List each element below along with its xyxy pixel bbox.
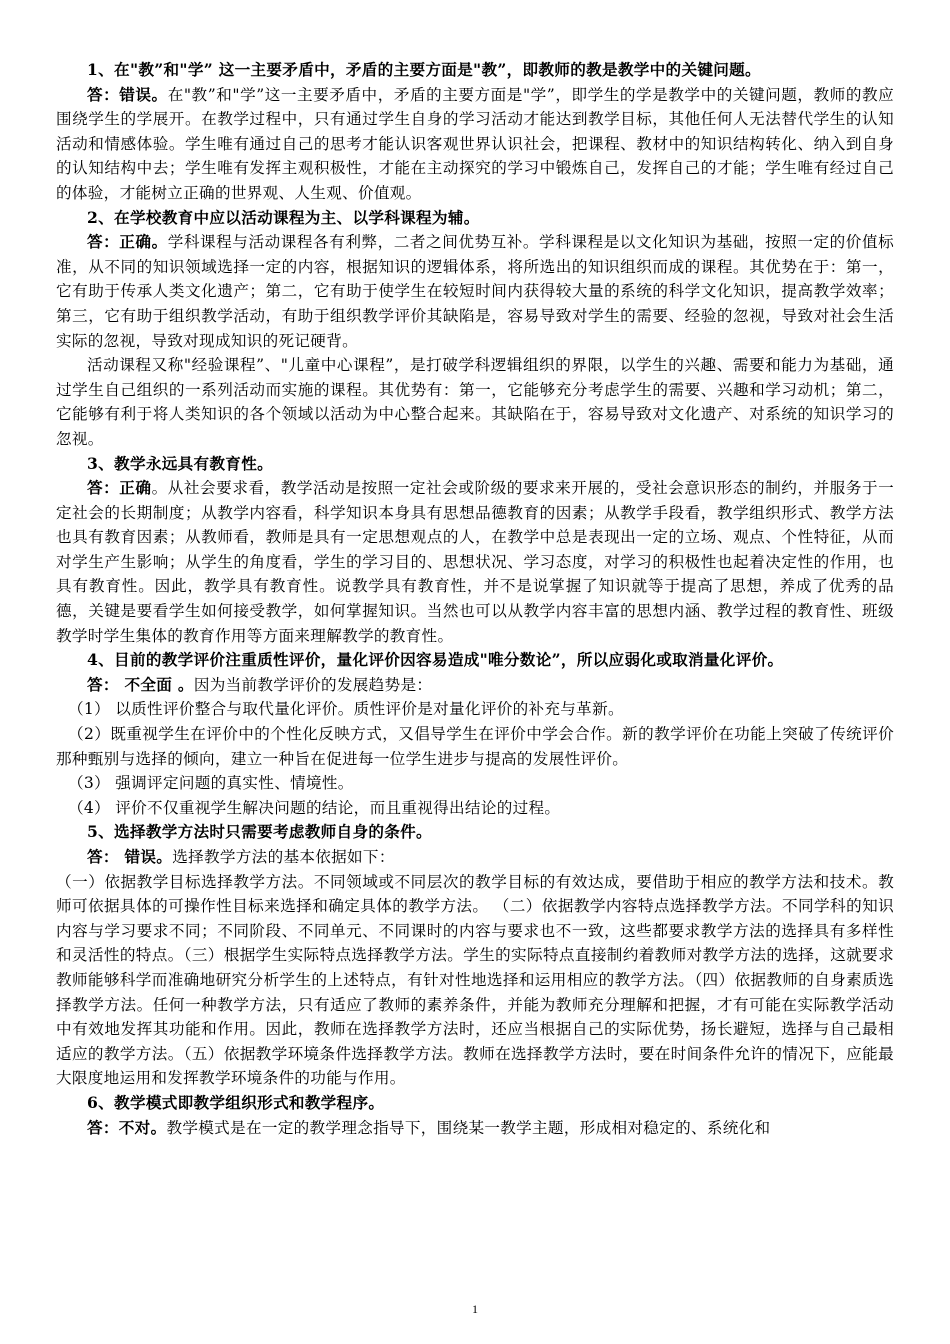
question-4: 4、目前的教学评价注重质性评价，量化评价因容易造成"唯分数论”，所以应弱化或取消量化评价。 (87, 650, 784, 670)
question-3: 3、教学永远具有教育性。 (87, 453, 273, 473)
answer-5-extra: （一）依据教学目标选择教学方法。不同领域或不同层次的教学目标的有效达成，要借助于相应的教学方法和技术。教师可依据具体的可操作性目标来选择和确定具体的教学方法。 （二）依据教学内容特点选择教学方法。不同学科的知识内容与学习要求不同；不同阶段、不同单元、不同课时的内容与要求也不一致，这些都要求教学方法的选择具有多样性和灵活性的特点。（三）根据学生实际特点选择教学方法。学生的实际特点直接制约着教师对教学方法的选择，这就要求教师能够科学而准确地研究分析学生的上述特点，有针对性地选择和运用相应的教学方法。（四）依据教师的自身素质选择教学方法。任何一种教学方法，只有适应了教师的素养条件，并能为教师充分理解和把握，才有可能在实际教学活动中有效地发挥其功能和作用。因此，教师在选择教学方法时，还应当根据自己的实际优势，扬长避短，选择与自己最相适应的教学方法。（五）依据教学环境条件选择教学方法。教师在选择教学方法时，要在时间条件允许的情况下，应能最大限度地运用和发挥教学环境条件的功能与作用。 (56, 872, 894, 1088)
answer-5-text: 选择教学方法的基本依据如下： (172, 848, 395, 866)
answer-2-text: 学科课程与活动课程各有利弊，二者之间优势互补。学科课程是以文化知识为基础，按照一定的价值标准，从不同的知识领域选择一定的内容，根据知识的逻辑体系，将所选出的知识组织而成的课程。其优势在于：第一，它有助于传承人类文化遗产；第二，它有助于使学生在较短时间内获得较大量的系统的科学文化知识，提高教学效率；第三，它有助于组织教学活动，有助于组织教学评价其缺陷是，容易导致对学生的需要、经验的忽视，导致对社会生活实际的忽视，导致对现成知识的死记硬背。 (56, 233, 894, 350)
answer-4-list-item: （3） 强调评定问题的真实性、情境性。 (68, 774, 354, 793)
answer-3 (56, 476, 894, 648)
answer-4 (56, 673, 894, 698)
answer-5-judgement: 答： 错误。 (87, 847, 173, 866)
answer-2-judgement: 答：正确。 (87, 232, 168, 252)
answer-4-list-item: （4） 评价不仅重视学生解决问题的结论，而且重视得出结论的过程。 (68, 798, 561, 817)
answer-1-text: 在"教”和"学”这一主要矛盾中，矛盾的主要方面是"学”，即学生的学是教学中的关键问题，教师的教应围绕学生的学展开。在教学过程中，只有通过学生自身的学习活动才能达到教学目标，其他任何人无法替代学生的认知活动和情感体验。学生唯有通过自己的思考才能认识客观世界认识社会，把课程、教材中的知识结构转化、纳入到自身的认知结构中去；学生唯有发挥主观积极性，才能在主动探究的学习中锻炼自己，发挥自己的才能；学生唯有经过自己的体验，才能树立正确的世界观、人生观、价值观。 (56, 85, 894, 202)
answer-1 (56, 83, 894, 206)
answer-2 (56, 230, 894, 353)
question-5: 5、选择教学方法时只需要考虑教师自身的条件。 (87, 822, 432, 842)
answer-6-text: 教学模式是在一定的教学理念指导下，围绕某一教学主题，形成相对稳定的、系统化和 (166, 1118, 771, 1137)
answer-6-judgement: 答：不对。 (87, 1117, 167, 1137)
question-2: 2、在学校教育中应以活动课程为主、以学科课程为辅。 (87, 207, 480, 227)
question-6: 6、教学模式即教学组织形式和教学程序。 (87, 1092, 385, 1112)
question-1: 1、在"教”和"学” 这一主要矛盾中，矛盾的主要方面是"教”，即教师的教是教学中的关键问题。 (87, 60, 761, 79)
answer-4-list-item: （2）既重视学生在评价中的个性化反映方式，又倡导学生在评价中学会合作。新的教学评价在功能上突破了传统评价那种甄别与选择的倾向，建立一种旨在促进每一位学生进步与提高的发展性评价。 (56, 725, 894, 768)
answer-1-judgement: 答：错误。 (87, 84, 168, 104)
answer-4-judgement: 答： 不全面 。 (87, 674, 194, 694)
answer-2-extra: 活动课程又称"经验课程”、"儿童中心课程”，是打破学科逻辑组织的界限，以学生的兴趣、需要和能力为基础，通过学生自己组织的一系列活动而实施的课程。其优势有：第一，它能够充分考虑学生的需要、兴趣和学习动机；第二，它能够有利于将人类知识的各个领域以活动为中心整合起来。其缺陷在于，容易导致对文化遗产、对系统的知识学习的忽视。 (56, 356, 894, 448)
answer-3-judgement: 答：正确 (87, 478, 152, 498)
answer-5 (56, 845, 894, 870)
document-body (56, 58, 894, 1140)
answer-3-text: 。从社会要求看，教学活动是按照一定社会或阶级的要求来开展的，受社会意识形态的制约，并服务于一定社会的长期制度；从教学内容看，科学知识本身具有思想品德教育的因素；从教学手段看，教学组织形式、教学方法也具有教育因素；从教师看，教师是具有一定思想观点的人，在教学中总是表现出一定的立场、观点、个性特征，从而对学生产生影响；从学生的角度看，学生的学习目的、思想状况、学习态度，对学习的积极性也起着决定性的作用，也具有教育性。因此，教学具有教育性。说教学具有教育性，并不是说掌握了知识就等于提高了思想，养成了优秀的品德，关键是要看学生如何接受教学，如何掌握知识。当然也可以从教学内容丰富的思想内涵、教学过程的教育性、班级教学时学生集体的教育作用等方面来理解教学的教育性。 (56, 479, 894, 645)
page-number: 1 (472, 1302, 478, 1316)
answer-4-list-item: （1） 以质性评价整合与取代量化评价。质性评价是对量化评价的补充与革新。 (68, 700, 624, 719)
answer-4-text: 因为当前教学评价的发展趋势是： (193, 675, 433, 694)
answer-6 (56, 1116, 894, 1141)
